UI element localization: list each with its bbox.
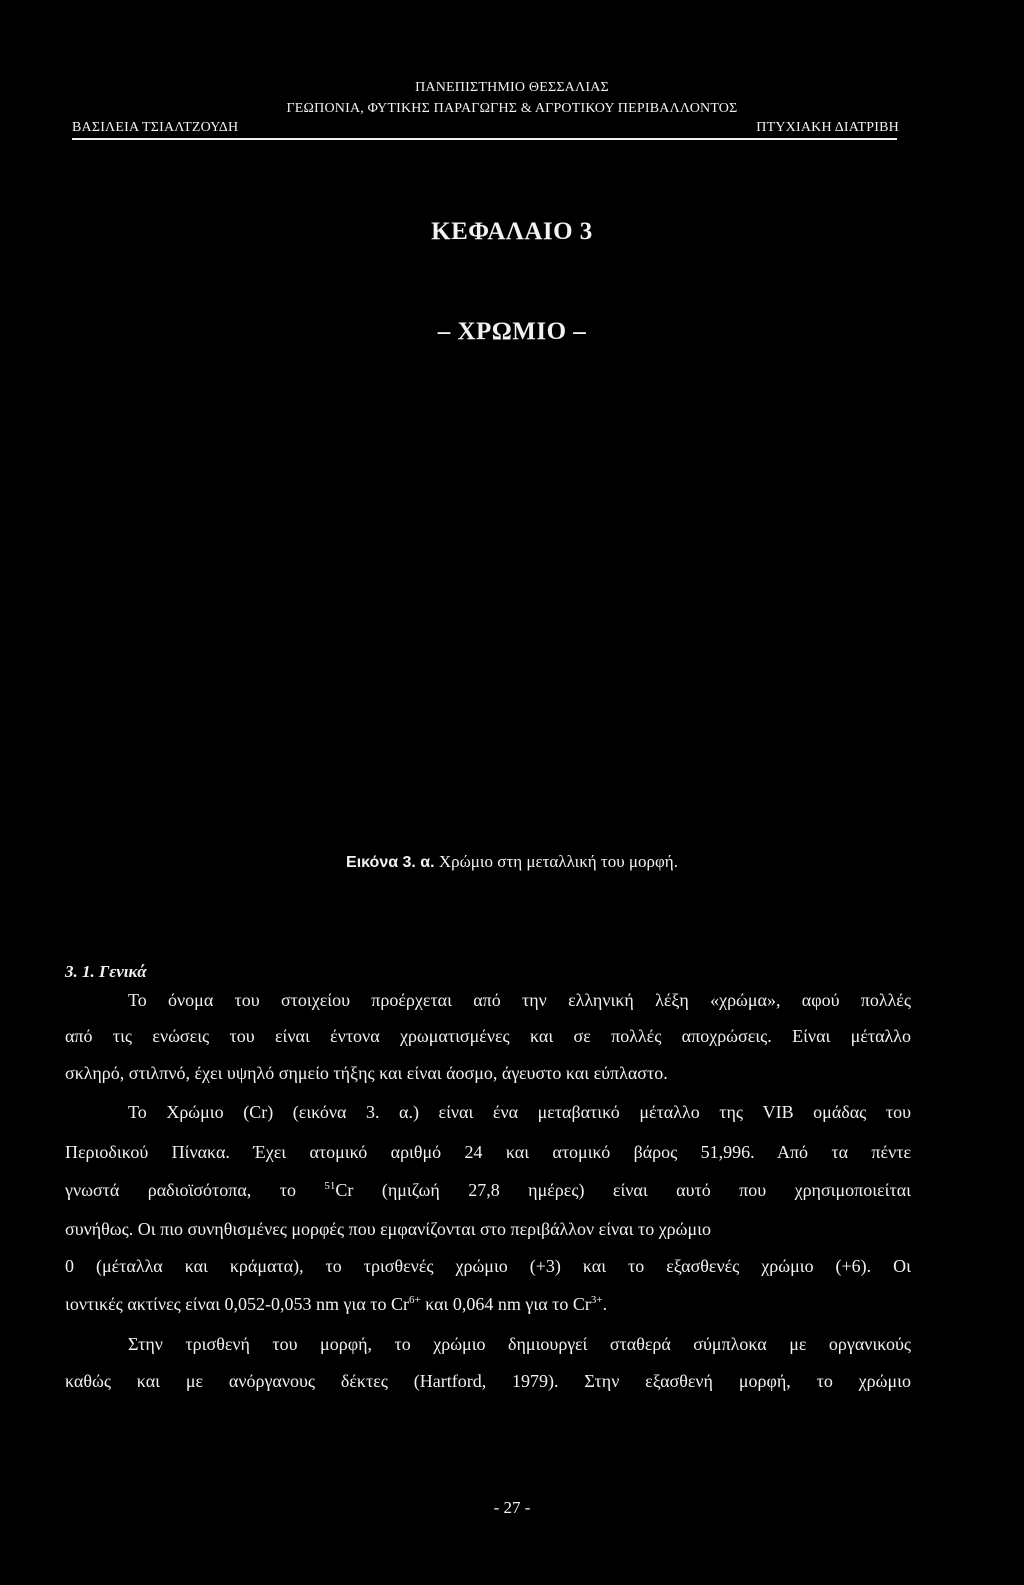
body-line: [65, 1294, 911, 1314]
body-line: σκληρό, στιλπνό, έχει υψηλό σημείο τήξης και είναι άοσμο, άγευστο και εύπλαστο.: [65, 1063, 668, 1083]
body-line: Περιοδικού Πίνακα. Έχει ατομικό αριθμό 24 και ατομικό βάρος 51,996. Από τα πέντε: [65, 1142, 911, 1162]
header-divider: [72, 138, 897, 140]
chapter-title: – ΧΡΩΜΙΟ –: [437, 318, 587, 345]
body-line: Στην τρισθενή του μορφή, το χρώμιο δημιουργεί σταθερά σύμπλοκα με οργανικούς: [128, 1334, 911, 1354]
page-number: - 27 -: [493, 1498, 531, 1517]
header-thesis-type: ΠΤΥΧΙΑΚΗ ΔΙΑΤΡΙΒΗ: [756, 120, 899, 135]
body-line: [65, 1180, 911, 1200]
header-author: ΒΑΣΙΛΕΙΑ ΤΣΙΑΛΤΖΟΥΔΗ: [72, 120, 239, 135]
body-line-part: Cr (ημιζωή 27,8 ημέρες) είναι αυτό που χρησιμοποιείται: [335, 1180, 912, 1200]
chapter-number: ΚΕΦΑΛΑΙΟ 3: [431, 218, 593, 245]
body-line: 0 (μέταλλα και κράματα), το τρισθενές χρώμιο (+3) και το εξασθενές χρώμιο (+6). Οι: [65, 1256, 911, 1276]
body-line-part: γνωστά ραδιοϊσότοπα, το: [65, 1180, 325, 1200]
section-heading: 3. 1. Γενικά: [65, 962, 147, 981]
isotope-mass-number: 51: [324, 1180, 336, 1192]
body-line: συνήθως. Οι πιο συνηθισμένες μορφές που εμφανίζονται στο περιβάλλον είναι το χρώμιο: [65, 1219, 712, 1239]
body-line-part: και 0,064 nm για το Cr: [420, 1294, 591, 1314]
charge-superscript: 6+: [409, 1294, 421, 1306]
body-line: από τις ενώσεις του είναι έντονα χρωματισμένες και σε πολλές αποχρώσεις. Είναι μέταλλο: [65, 1026, 911, 1046]
body-line: Το όνομα του στοιχείου προέρχεται από την ελληνική λέξη «χρώμα», αφού πολλές: [128, 990, 911, 1010]
body-line-part: ιοντικές ακτίνες είναι 0,052-0,053 nm για το Cr: [65, 1294, 409, 1314]
figure-caption: [0, 852, 1024, 872]
body-line-part: .: [602, 1294, 608, 1314]
figure-caption-text: Χρώμιο στη μεταλλική του μορφή.: [434, 852, 678, 871]
body-line: Το Χρώμιο (Cr) (εικόνα 3. α.) είναι ένα μεταβατικό μέταλλο της VIB ομάδας του: [128, 1102, 911, 1122]
header-university: ΠΑΝΕΠΙΣΤΗΜΙΟ ΘΕΣΣΑΛΙΑΣ: [415, 80, 609, 95]
figure-image: [170, 380, 860, 820]
charge-superscript: 3+: [590, 1294, 603, 1306]
figure-label: Εικόνα 3. α.: [346, 854, 435, 871]
body-line: καθώς και με ανόργανους δέκτες (Hartford, 1979). Στην εξασθενή μορφή, το χρώμιο: [65, 1371, 911, 1391]
header-department: ΓΕΩΠΟΝΙΑ, ΦΥΤΙΚΗΣ ΠΑΡΑΓΩΓΗΣ & ΑΓΡΟΤΙΚΟΥ ΠΕΡΙΒΑΛΛΟΝΤΟΣ: [286, 101, 738, 116]
